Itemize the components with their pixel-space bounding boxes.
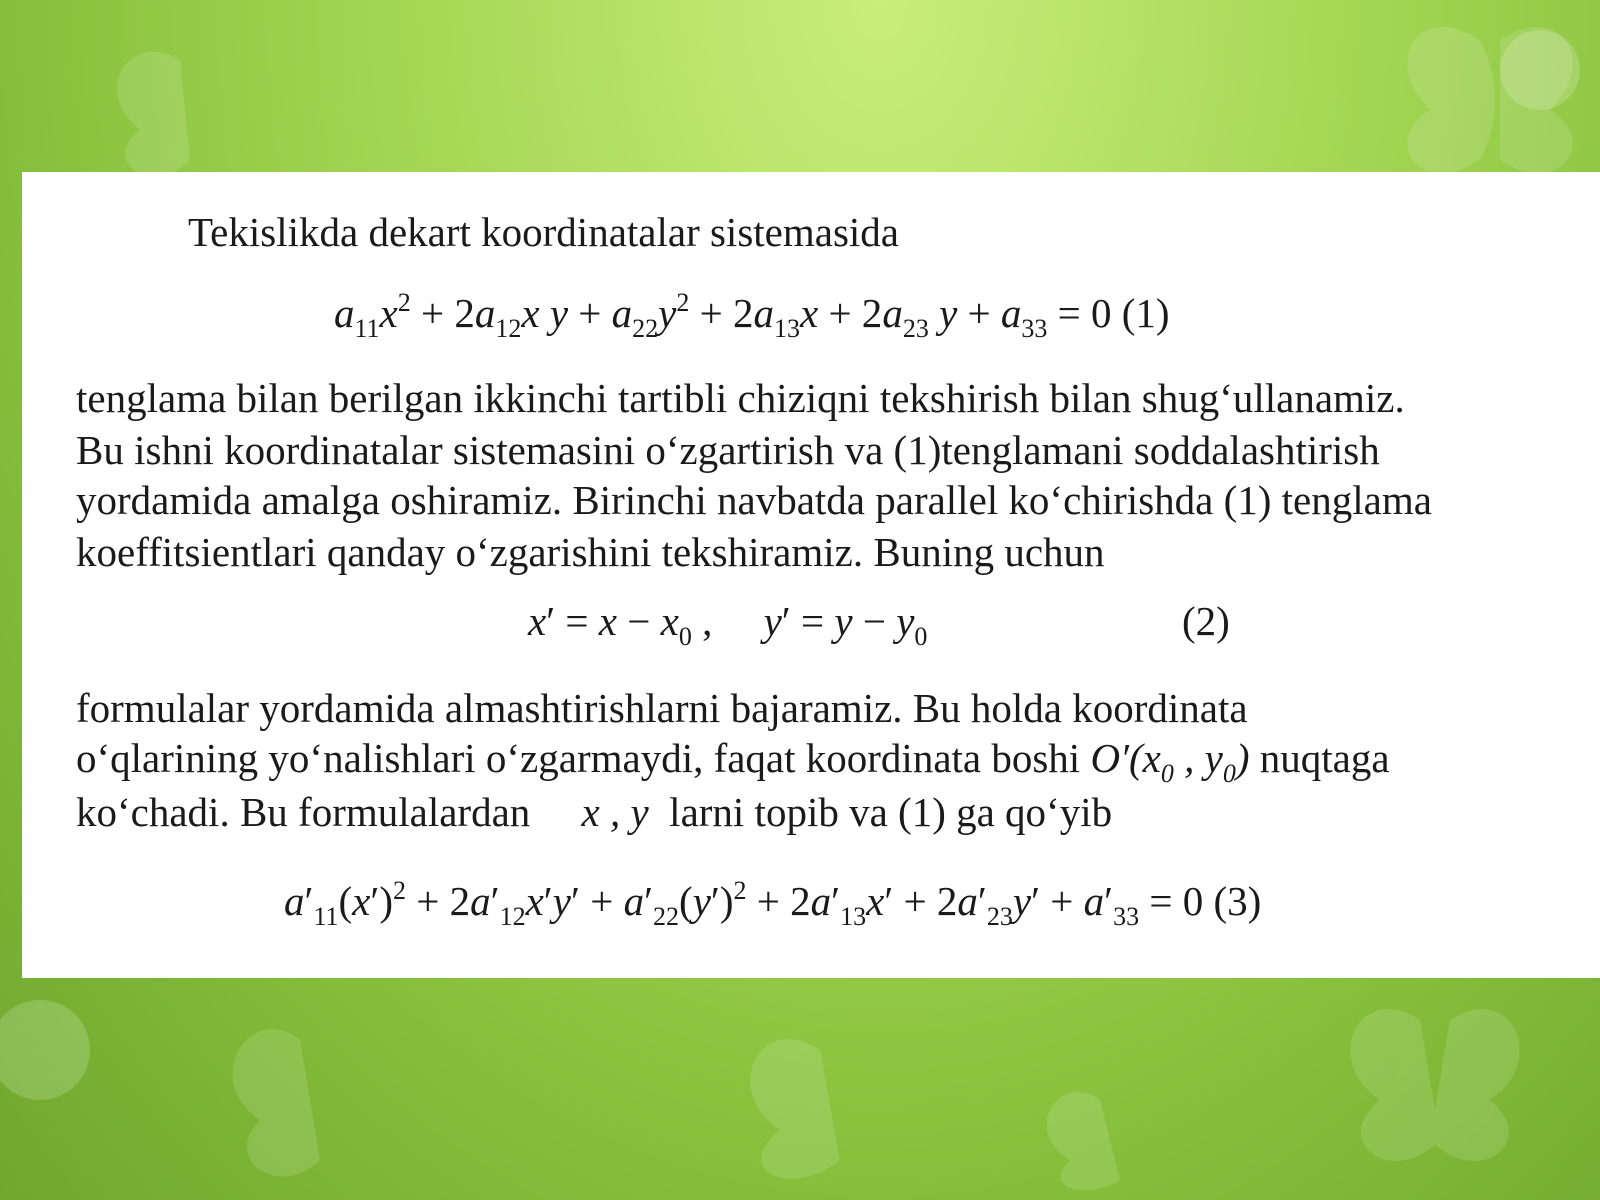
equation-3: $a'_{11}(x')^2 + 2a'_{12}x'y' + a'_{22}(y')^2 + 2a'_{13}x' + 2a'_{23}y' + a'_{33} = 0$ (3): [284, 876, 1262, 931]
paragraph-2-line-3-text: ko‘chadi. Bu formulalardan: [76, 789, 531, 835]
paragraph-2-line-2-end: nuqtaga: [1259, 735, 1390, 781]
paragraph-1-line-4: koeffitsientlari qanday o‘zgarishini tekshiramiz. Buning uchun: [76, 529, 1105, 575]
paragraph-2-line-3-end: larni topib va (1) ga qo‘yib: [669, 789, 1113, 835]
equation-3-number: (3): [1213, 878, 1262, 924]
equation-1: $a_{11}x^2 + 2a_{12}x$ $y + a_{22}y^2 + 2a_{13}x + 2a_{23}$ $y + a_{33} = 0$ (1): [334, 288, 1170, 343]
paragraph-1-line-3: yordamida amalga oshiramiz. Birinchi navbatda parallel ko‘chirishda (1) tenglama: [76, 477, 1432, 523]
paragraph-1-line-2: Bu ishni koordinatalar sistemasini o‘zgartirish va (1)tenglamani soddalashtirish: [76, 427, 1380, 473]
paragraph-2-line-3: [76, 788, 1112, 836]
intro-text: Tekislikda dekart koordinatalar sistemasida: [188, 209, 899, 255]
paragraph-2-line-2: [76, 734, 1390, 788]
origin-point-math: $O'(x_0$ , $y_0$): [1090, 735, 1250, 788]
equation-2-number: (2): [1182, 598, 1230, 644]
equation-2: $x' = x - x_0$ , $y' = y - y_0$: [528, 598, 928, 651]
equation-1-number: (1): [1121, 290, 1170, 336]
xy-math: x , y: [581, 789, 649, 835]
paragraph-2-line-2-text: o‘qlarining yo‘nalishlari o‘zgarmaydi, faqat koordinata boshi: [76, 735, 1081, 781]
paragraph-2-line-1: formulalar yordamida almashtirishlarni bajaramiz. Bu holda koordinata: [76, 685, 1248, 731]
paragraph-1-line-1: tenglama bilan berilgan ikkinchi tartibli chiziqni tekshirish bilan shug‘ullanamiz.: [76, 375, 1405, 421]
content-panel: [22, 172, 1600, 978]
